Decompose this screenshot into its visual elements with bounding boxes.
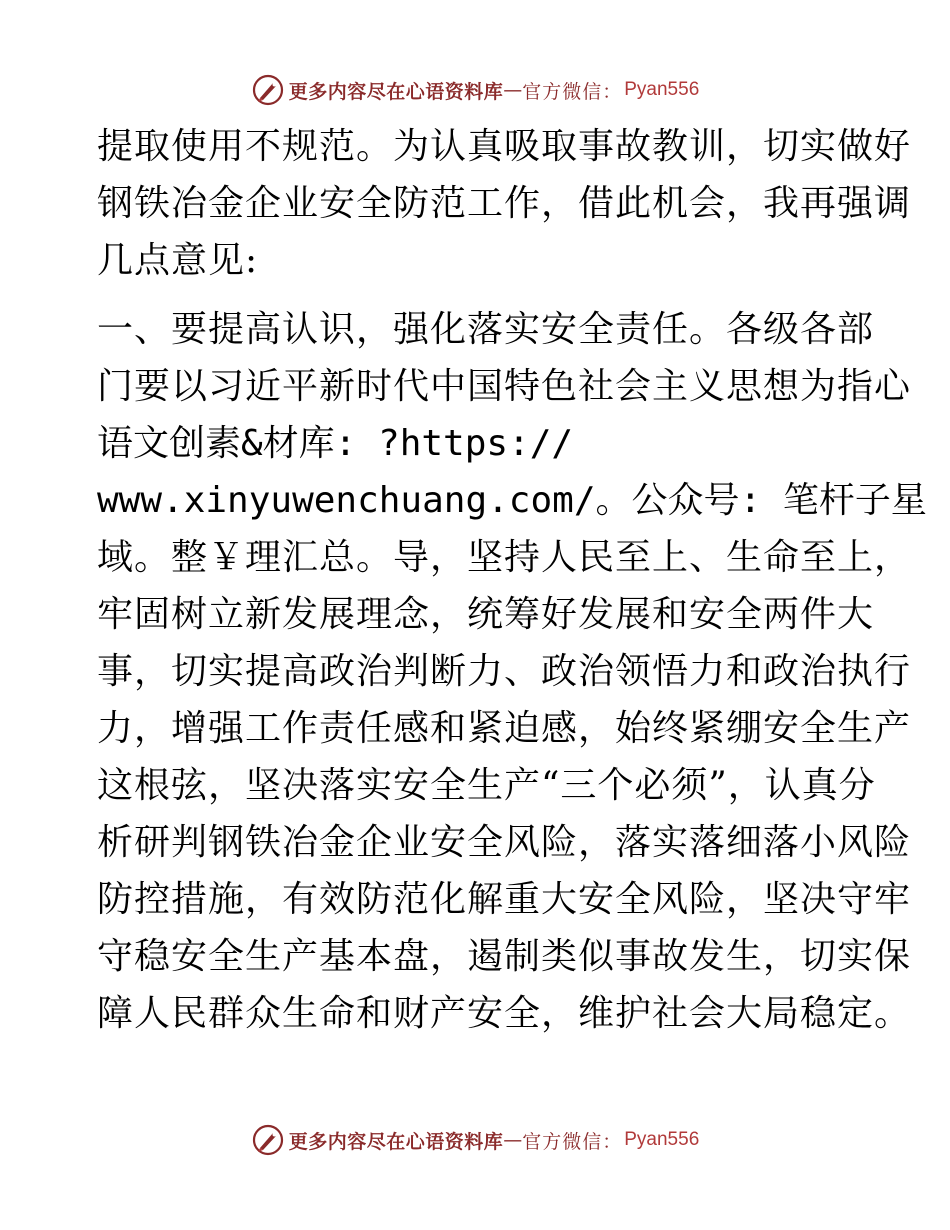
body-line: 门要以习近平新时代中国特色社会主义思想为指心: [97, 366, 912, 407]
body-line: 几点意见:: [97, 240, 259, 281]
body-line: 析研判钢铁冶金企业安全风险，落实落细落小风险: [97, 822, 912, 863]
section-heading-line: 一、要提高认识，强化落实安全责任。各级各部: [97, 309, 875, 350]
body-line: 域。整￥理汇总。导，坚持人民至上、生命至上，: [97, 537, 912, 578]
banner-text: 更多内容尽在心语资料库: [288, 80, 504, 103]
pen-logo-icon: [251, 73, 285, 107]
body-line: www.xinyuwenchuang.com/。公众号: 笔杆子星: [97, 480, 927, 521]
body-line: 防控措施，有效防范化解重大安全风险，坚决守牢: [97, 879, 912, 920]
body-line: 事，切实提高政治判断力、政治领悟力和政治执行: [97, 651, 912, 692]
body-line: 障人民群众生命和财产安全，维护社会大局稳定。: [97, 993, 912, 1034]
body-line: 力，增强工作责任感和紧迫感，始终紧绷安全生产: [97, 708, 912, 749]
banner-wechat-id: Pyan556: [624, 1129, 700, 1150]
header-banner: [0, 70, 950, 110]
body-line: 这根弦，坚决落实安全生产“三个必须”，认真分: [97, 765, 876, 806]
body-line: 语文创素&材库: ?https://: [97, 423, 574, 464]
banner-wechat-id: Pyan556: [624, 79, 700, 100]
banner-wechat-label: 官方微信：: [522, 80, 623, 103]
banner-separator: —: [503, 1129, 523, 1151]
body-line: 牢固树立新发展理念，统筹好发展和安全两件大: [97, 594, 875, 635]
banner-separator: —: [503, 79, 523, 101]
banner-text: 更多内容尽在心语资料库: [288, 1130, 504, 1153]
body-line: 钢铁冶金企业安全防范工作，借此机会，我再强调: [97, 183, 912, 224]
banner-wechat-label: 官方微信：: [522, 1130, 623, 1153]
pen-logo-icon: [251, 1123, 285, 1157]
footer-banner: [0, 1120, 950, 1160]
body-line: 提取使用不规范。为认真吸取事故教训，切实做好: [97, 126, 912, 167]
document-body: [97, 118, 927, 1042]
body-line: 守稳安全生产基本盘，遏制类似事故发生，切实保: [97, 936, 912, 977]
